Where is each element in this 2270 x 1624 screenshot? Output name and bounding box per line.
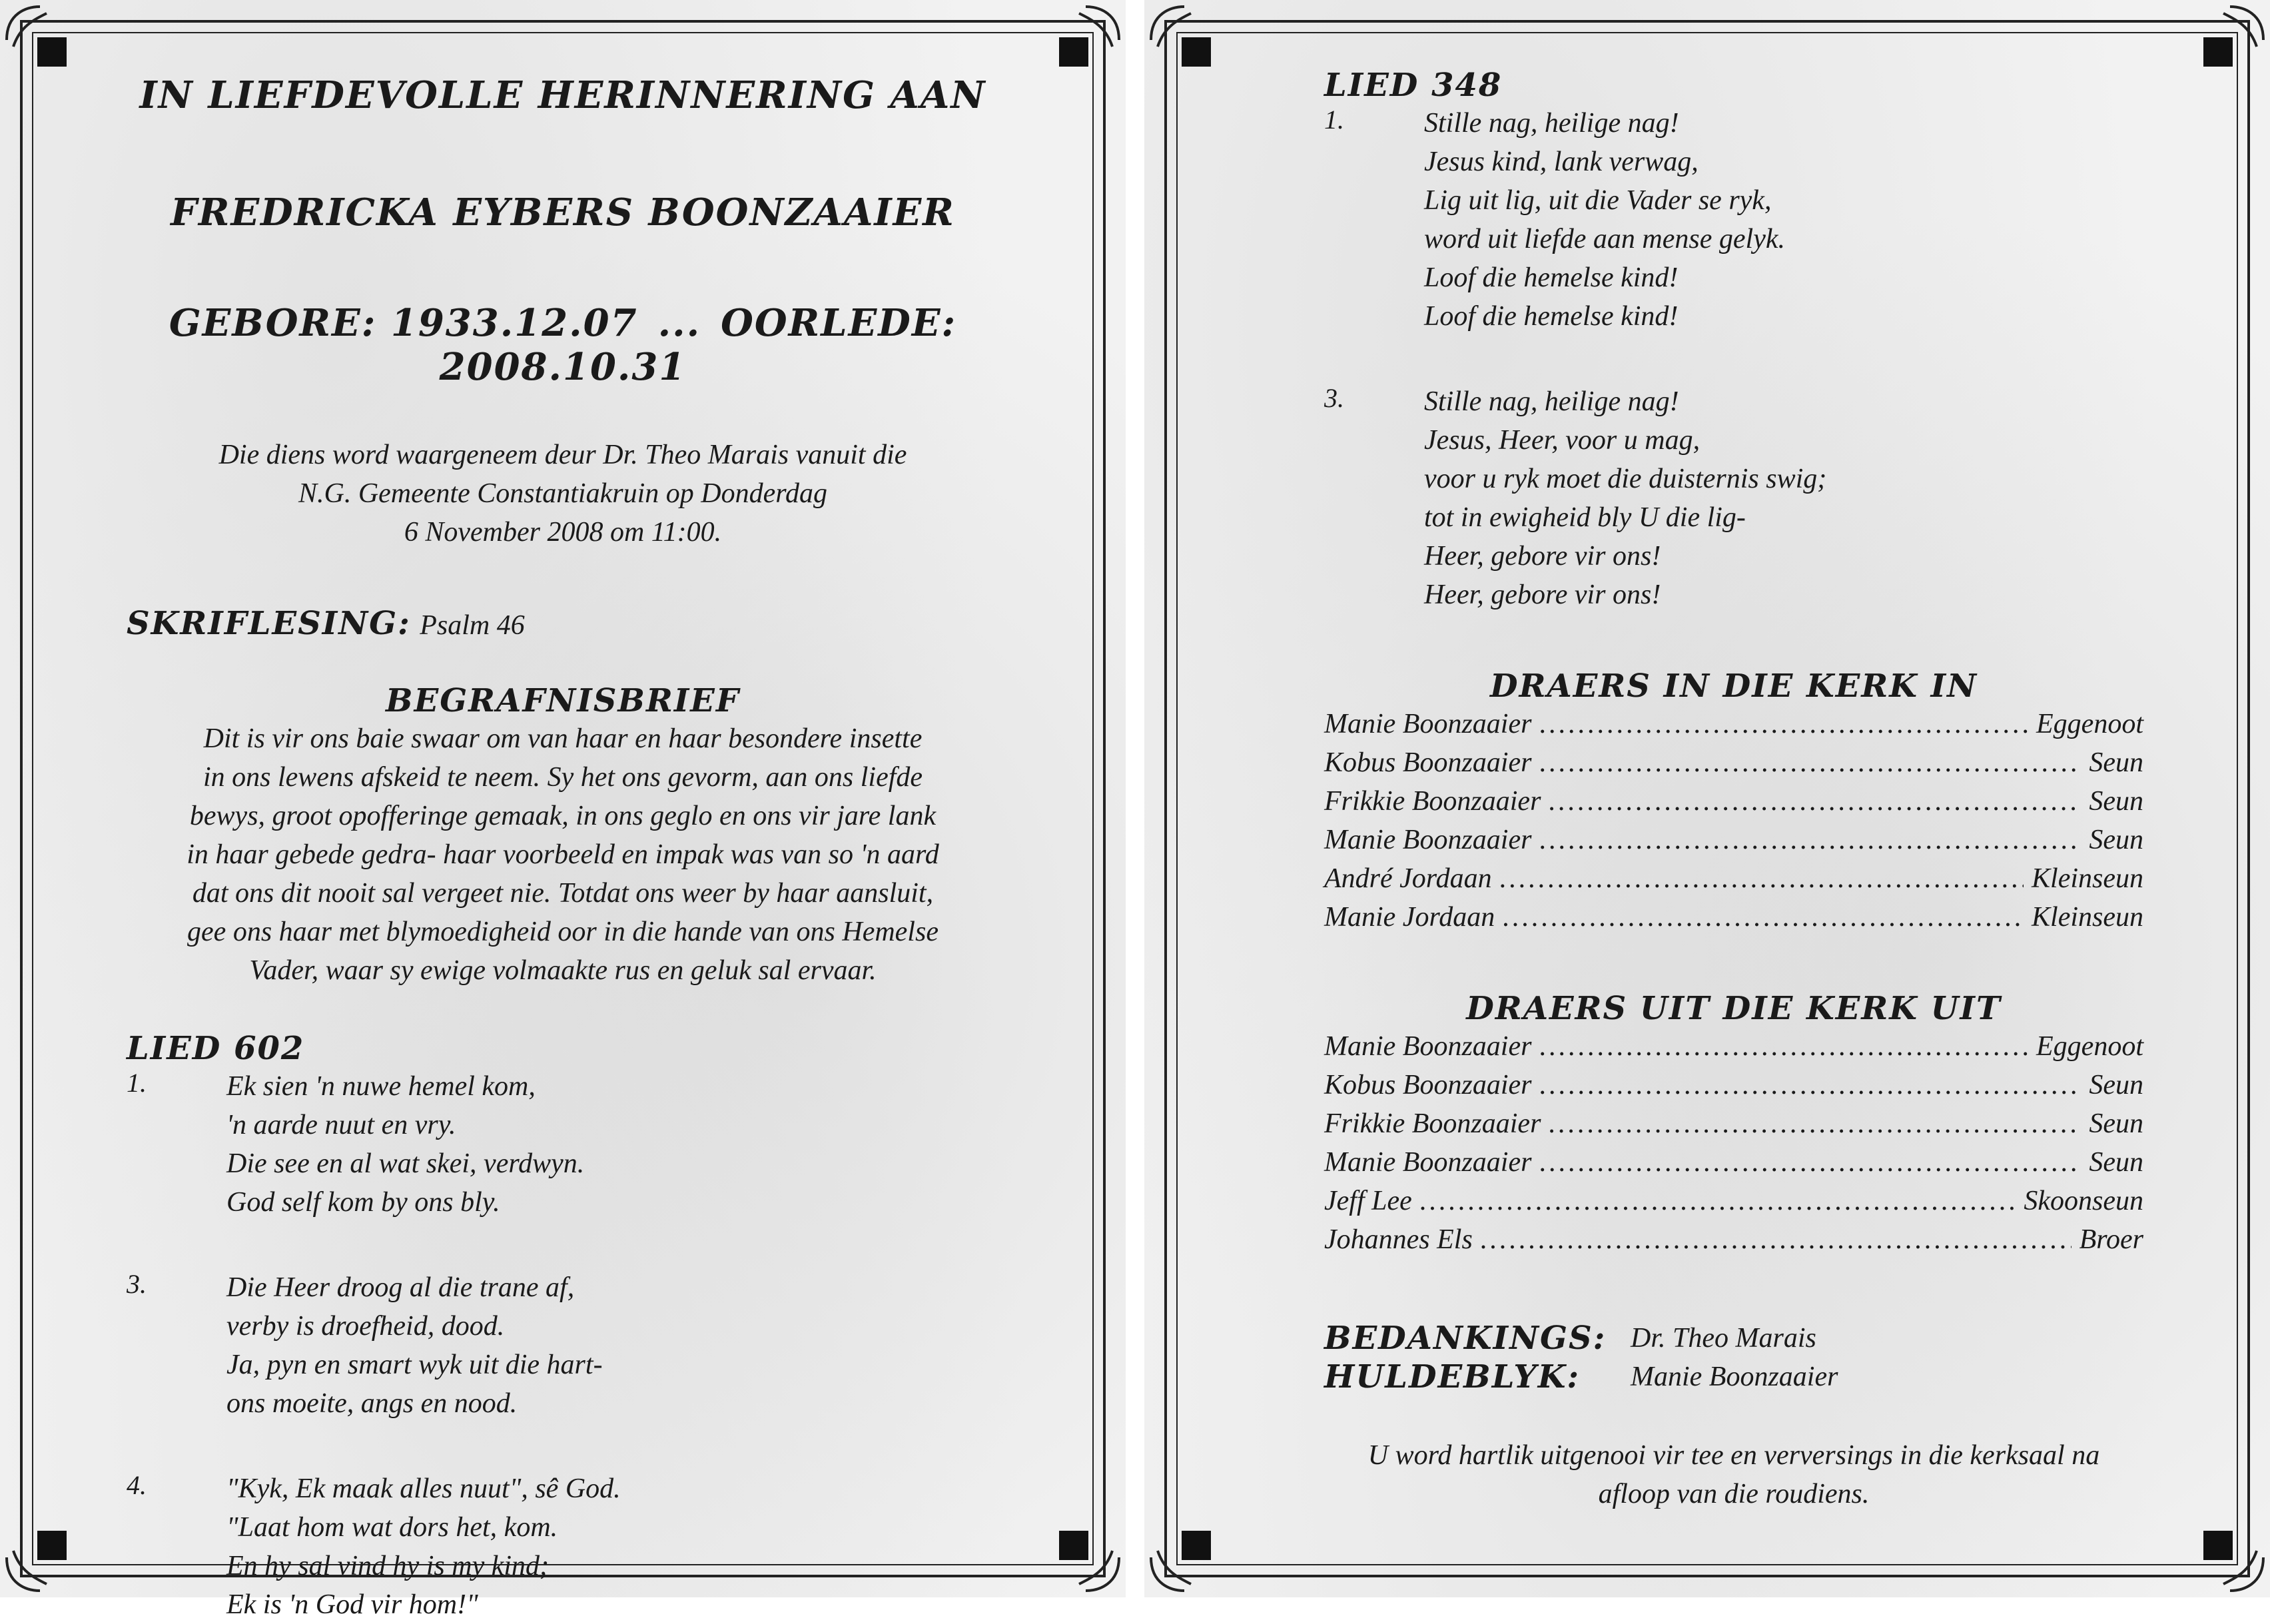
bearer-name: Kobus Boonzaaier (1324, 1070, 1532, 1100)
bearer-row (1324, 1066, 2143, 1104)
life-dates (127, 301, 999, 389)
corner-ornament-icon (0, 1517, 80, 1597)
verse-line: Loof die hemelse kind! (1424, 262, 1679, 293)
verse-line: voor u ryk moet die duisternis swig; (1424, 464, 1827, 494)
funeral-letter (127, 719, 999, 990)
corner-ornament-icon (1144, 1517, 1224, 1597)
service-line: 6 November 2008 om 11:00. (404, 517, 722, 548)
letter-line: gee ons haar met blymoedigheid oor in die hande van ons Hemelse (187, 917, 939, 947)
letter-line: Dit is vir ons baie swaar om van haar en haar besondere insette (203, 723, 923, 754)
verse-line: Loof die hemelse kind! (1424, 301, 1679, 332)
verse-line: Ek is 'n God vir hom!" (226, 1589, 478, 1620)
verse-line: Die see en al wat skei, verdwyn. (226, 1148, 585, 1179)
corner-ornament-icon (2190, 1517, 2270, 1597)
invite-line: U word hartlik uitgenooi vir tee en verversings in die kerksaal na (1367, 1440, 2100, 1471)
bearer-name: Manie Jordaan (1324, 902, 1495, 933)
verse-line: "Kyk, Ek maak alles nuut", sê God. (226, 1473, 621, 1504)
left-page (0, 0, 1126, 1620)
song-heading: LIED 348 (1324, 67, 1503, 104)
corner-ornament-icon (1046, 1517, 1126, 1597)
letter-line: Vader, waar sy ewige volmaakte rus en geluk sal ervaar. (249, 955, 877, 986)
verse-line: Jesus kind, lank verwag, (1424, 147, 1699, 177)
verse-line: Lig uit lig, uit die Vader se ryk, (1424, 185, 1772, 216)
bearer-name: Frikkie Boonzaaier (1324, 786, 1541, 817)
bearer-role: Kleinseun (2032, 863, 2143, 894)
bearer-role: Broer (2079, 1224, 2143, 1255)
corner-ornament-icon (2190, 0, 2270, 80)
corner-ornament-icon (1144, 0, 1224, 80)
song-heading: LIED 602 (127, 1030, 305, 1067)
verse-number: 1. (1324, 105, 1344, 135)
bearer-row (1324, 782, 2143, 821)
verse-line: Ek sien 'n nuwe hemel kom, (226, 1071, 536, 1102)
bearer-row (1324, 705, 2143, 743)
bearer-role: Eggenoot (2036, 1031, 2143, 1062)
bearer-row (1324, 1143, 2143, 1182)
deceased-name: FREDRICKA EYBERS BOONZAAIER (171, 191, 955, 234)
song-verse (127, 1067, 999, 1222)
died-date: OORLEDE: 2008.10.31 (439, 301, 957, 389)
service-line: N.G. Gemeente Constantiakruin op Donderdag (298, 478, 828, 509)
verse-line: God self kom by ons bly. (226, 1187, 500, 1218)
bearers-in-heading: DRAERS IN DIE KERK IN (1490, 667, 1978, 705)
thanks-label: BEDANKINGS: (1324, 1320, 1607, 1357)
bearer-row (1324, 743, 2143, 782)
acknowledgements (1324, 1319, 2143, 1396)
verse-line: En hy sal vind hy is my kind; (226, 1551, 550, 1581)
verse-line: tot in ewigheid bly U die lig- (1424, 502, 1746, 533)
verse-line: ons moeite, angs en nood. (226, 1388, 518, 1419)
verse-number: 3. (1324, 383, 1344, 413)
verse-line: Heer, gebore vir ons! (1424, 580, 1661, 610)
verse-line: "Laat hom wat dors het, kom. (226, 1512, 558, 1543)
bearer-name: Manie Boonzaaier (1324, 1031, 1532, 1062)
memorial-heading: IN LIEFDEVOLLE HERINNERING AAN (139, 73, 986, 117)
scripture-reading (127, 605, 999, 642)
bearer-role: Seun (2089, 786, 2143, 817)
verse-number: 3. (127, 1269, 147, 1299)
verse-number: 4. (127, 1470, 147, 1500)
date-separator: ... (657, 301, 701, 345)
bearer-name: Manie Boonzaaier (1324, 825, 1532, 855)
right-page (1144, 0, 2270, 1597)
invite-line: afloop van die roudiens. (1598, 1479, 1870, 1509)
tribute-value: Manie Boonzaaier (1631, 1362, 1838, 1392)
service-details (127, 436, 999, 552)
bearer-role: Kleinseun (2032, 902, 2143, 933)
song-verse (127, 1268, 999, 1423)
corner-ornament-icon (1046, 0, 1126, 80)
tribute-label: HULDEBLYK: (1324, 1358, 1581, 1396)
bearer-row (1324, 898, 2143, 937)
verse-line: Die Heer droog al die trane af, (226, 1272, 575, 1303)
bearer-role: Seun (2089, 1108, 2143, 1139)
bearer-name: Manie Boonzaaier (1324, 709, 1532, 739)
corner-ornament-icon (0, 0, 80, 80)
bearers-out-heading: DRAERS UIT DIE KERK UIT (1466, 990, 2002, 1027)
bearer-role: Seun (2089, 825, 2143, 855)
bearer-name: Jeff Lee (1324, 1186, 1412, 1216)
service-line: Die diens word waargeneem deur Dr. Theo Marais vanuit die (218, 440, 907, 470)
letter-line: bewys, groot opofferinge gemaak, in ons geglo en ons vir jare lank (189, 801, 937, 831)
verse-line: verby is droefheid, dood. (226, 1311, 505, 1342)
scripture-label: SKRIFLESING: (127, 605, 411, 642)
letter-line: in ons lewens afskeid te neem. Sy het ons gevorm, aan ons liefde (202, 762, 923, 793)
born-date: GEBORE: 1933.12.07 (169, 301, 638, 345)
bearer-name: Manie Boonzaaier (1324, 1147, 1532, 1178)
letter-line: in haar gebede gedra- haar voorbeeld en impak was van so 'n aard (187, 839, 939, 870)
bearer-role: Skoonseun (2024, 1186, 2143, 1216)
verse-line: Ja, pyn en smart wyk uit die hart- (226, 1350, 603, 1380)
verse-line: Stille nag, heilige nag! (1424, 108, 1679, 139)
bearer-role: Eggenoot (2036, 709, 2143, 739)
bearer-name: André Jordaan (1324, 863, 1492, 894)
bearer-name: Johannes Els (1324, 1224, 1473, 1255)
bearer-row (1324, 1027, 2143, 1066)
bearer-row (1324, 1182, 2143, 1220)
bearer-row (1324, 1220, 2143, 1259)
bearer-name: Frikkie Boonzaaier (1324, 1108, 1541, 1139)
song-verse (127, 1469, 999, 1624)
bearer-row (1324, 859, 2143, 898)
scripture-text: Psalm 46 (420, 610, 525, 641)
bearer-role: Seun (2089, 1147, 2143, 1178)
bearers-out-list (1324, 1027, 2143, 1259)
verse-line: Stille nag, heilige nag! (1424, 386, 1679, 417)
verse-line: 'n aarde nuut en vry. (226, 1110, 456, 1140)
bearers-in-list (1324, 705, 2143, 937)
song-verse (1324, 104, 2143, 336)
bearer-role: Seun (2089, 747, 2143, 778)
verse-line: Jesus, Heer, voor u mag, (1424, 425, 1701, 456)
letter-line: dat ons dit nooit sal vergeet nie. Totdat ons weer by haar aansluit, (192, 878, 934, 909)
thanks-value: Dr. Theo Marais (1631, 1323, 1816, 1354)
verse-line: word uit liefde aan mense gelyk. (1424, 224, 1785, 254)
bearer-name: Kobus Boonzaaier (1324, 747, 1532, 778)
page-gutter (1126, 0, 1144, 1597)
song-verse (1324, 382, 2143, 614)
bearer-role: Seun (2089, 1070, 2143, 1100)
bearer-row (1324, 1104, 2143, 1143)
verse-line: Heer, gebore vir ons! (1424, 541, 1661, 572)
funeral-letter-heading: BEGRAFNISBRIEF (386, 682, 740, 719)
verse-number: 1. (127, 1068, 147, 1098)
tea-invitation (1324, 1436, 2143, 1513)
bearer-row (1324, 821, 2143, 859)
